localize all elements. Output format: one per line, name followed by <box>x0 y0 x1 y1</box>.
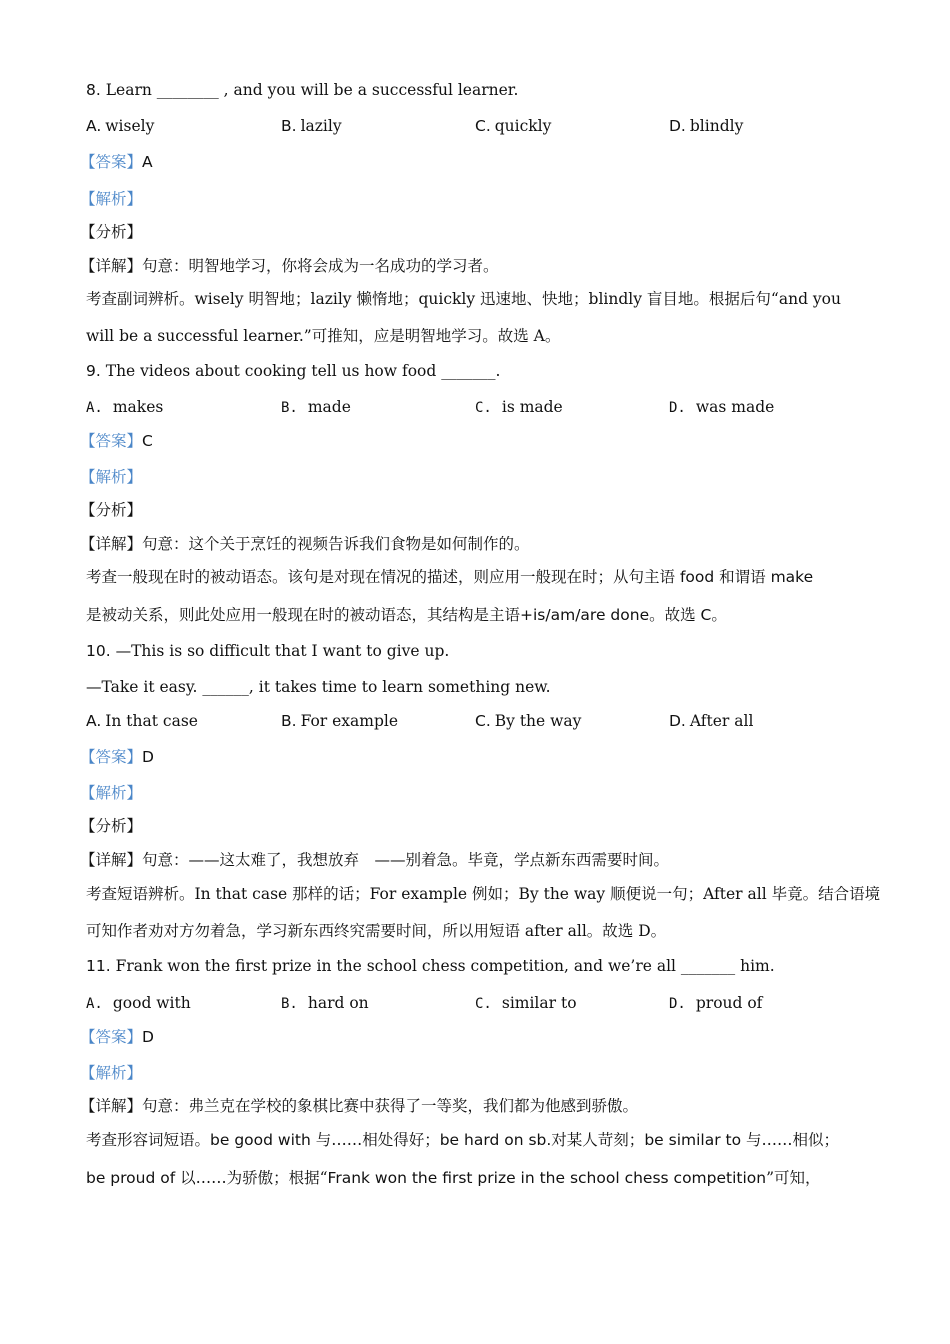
explanation-text: 。 <box>711 606 727 624</box>
option-text: blindly <box>689 117 744 135</box>
question-text: Learn ________ , and you will be a successful learner. <box>105 81 519 99</box>
option-letter: D. <box>669 712 686 730</box>
option-letter: A. <box>86 996 103 1012</box>
option-text: By the way <box>494 712 582 730</box>
option-text: is made <box>501 398 563 416</box>
fenxi-label: 【分析】 <box>80 501 143 519</box>
explanation-text: 。故选 <box>649 606 701 624</box>
option-letter: B. <box>281 400 298 416</box>
question-number: 9. <box>86 362 101 380</box>
explanation-term: food <box>679 568 715 586</box>
option-letter: A. <box>86 400 103 416</box>
option-text: quickly <box>494 117 552 135</box>
option-c <box>475 993 577 1014</box>
explanation-line-2: will be a successful learner.”可推知，应是明智地学习。故选 A。 <box>86 327 561 345</box>
explanation-line-1: 考查短语辨析。In that case 那样的话；For example 例如；By the way 顺便说一句；After all 毕竟。结合语境 <box>86 885 881 903</box>
option-a <box>86 116 154 136</box>
explanation-term: C <box>700 606 712 624</box>
option-letter: C. <box>475 400 492 416</box>
fenxi-label: 【分析】 <box>80 223 143 241</box>
option-d <box>669 711 753 731</box>
option-letter: B. <box>281 712 297 730</box>
answer-label: 【答案】 <box>80 153 143 171</box>
option-letter: C. <box>475 117 491 135</box>
answer-value: A <box>142 153 153 171</box>
option-b <box>281 397 351 418</box>
option-d <box>669 116 743 136</box>
answer-value: D <box>142 1028 154 1046</box>
answer-line <box>80 1027 154 1047</box>
explanation-line-2: 可知作者劝对方勿着急，学习新东西终究需要时间，所以用短语 after all。故选 D。 <box>86 922 667 940</box>
explanation-text: 考查形容词短语。 <box>86 1131 211 1149</box>
option-a <box>86 397 163 418</box>
option-d <box>669 397 774 418</box>
option-a <box>86 993 191 1014</box>
explanation-term: +is/am/are done <box>520 606 650 624</box>
option-text: wisely <box>105 117 155 135</box>
option-text: was made <box>695 398 775 416</box>
option-a <box>86 711 198 731</box>
question-text: Frank won the first prize in the school chess competition, and we’re all _______ him. <box>115 957 775 975</box>
answer-line <box>80 431 153 451</box>
option-text: good with <box>112 994 191 1012</box>
question-number: 8. <box>86 81 101 99</box>
option-text: For example <box>300 712 399 730</box>
explanation-text: 与……相处得好； <box>310 1131 440 1149</box>
question-8-stem <box>86 80 518 100</box>
option-letter: C. <box>475 712 491 730</box>
explanation-term: make <box>770 568 814 586</box>
question-number: 11. <box>86 957 111 975</box>
detail-line: 【详解】句意：这个关于烹饪的视频告诉我们食物是如何制作的。 <box>80 535 530 553</box>
answer-line <box>80 747 154 767</box>
explanation-quote: Frank won the first prize in the school chess competition <box>327 1169 767 1187</box>
option-c <box>475 397 563 418</box>
analysis-label: 【解析】 <box>80 1064 143 1082</box>
option-letter: B. <box>281 117 297 135</box>
question-number: 10. <box>86 642 111 660</box>
answer-label: 【答案】 <box>80 432 143 450</box>
explanation-text: 与……相似； <box>741 1131 840 1149</box>
option-letter: D. <box>669 400 686 416</box>
option-d <box>669 993 762 1014</box>
explanation-term: be hard on sb. <box>439 1131 552 1149</box>
explanation-text: 是被动关系，则此处应用一般现在时的被动语态，其结构是主语 <box>86 606 521 624</box>
question-11-stem <box>86 956 775 976</box>
option-letter: C. <box>475 996 492 1012</box>
option-text: hard on <box>307 994 369 1012</box>
detail-line: 【详解】句意：明智地学习，你将会成为一名成功的学习者。 <box>80 257 499 275</box>
option-b <box>281 116 342 136</box>
analysis-label: 【解析】 <box>80 468 143 486</box>
analysis-label: 【解析】 <box>80 784 143 802</box>
question-10-stem-line-2: —Take it easy. ______, it takes time to learn something new. <box>86 678 551 696</box>
option-text: proud of <box>695 994 763 1012</box>
option-letter: D. <box>669 996 686 1012</box>
option-b <box>281 711 398 731</box>
option-letter: D. <box>669 117 686 135</box>
explanation-term: be proud of <box>86 1169 176 1187</box>
option-c <box>475 116 551 136</box>
question-text: The videos about cooking tell us how food _______. <box>105 362 501 380</box>
option-text: After all <box>689 712 754 730</box>
answer-line <box>80 152 153 172</box>
detail-line: 【详解】句意：——这太难了，我想放弃 ——别着急。毕竟，学点新东西需要时间。 <box>80 851 670 869</box>
explanation-line-2 <box>86 1168 821 1188</box>
fenxi-label: 【分析】 <box>80 817 143 835</box>
option-b <box>281 993 369 1014</box>
option-c <box>475 711 581 731</box>
answer-label: 【答案】 <box>80 1028 143 1046</box>
option-text: makes <box>112 398 164 416</box>
answer-label: 【答案】 <box>80 748 143 766</box>
option-text: similar to <box>501 994 577 1012</box>
answer-value: D <box>142 748 154 766</box>
question-9-stem <box>86 361 500 381</box>
explanation-line-1 <box>86 1130 839 1150</box>
detail-line: 【详解】句意：弗兰克在学校的象棋比赛中获得了一等奖，我们都为他感到骄傲。 <box>80 1097 639 1115</box>
explanation-text: 考查一般现在时的被动语态。该句是对现在情况的描述，则应用一般现在时；从句主语 <box>86 568 680 586</box>
question-10-stem <box>86 641 449 661</box>
option-text: In that case <box>105 712 198 730</box>
question-text: —This is so difficult that I want to give up. <box>115 642 450 660</box>
explanation-text: ”可知， <box>766 1169 821 1187</box>
option-letter: A. <box>86 117 102 135</box>
explanation-text: 和谓语 <box>714 568 771 586</box>
explanation-term: be good with <box>210 1131 311 1149</box>
explanation-line-1: 考查副词辨析。wisely 明智地；lazily 懒惰地；quickly 迅速地、快地；blindly 盲目地。根据后句“and you <box>86 290 841 308</box>
analysis-label: 【解析】 <box>80 190 143 208</box>
answer-value: C <box>142 432 153 450</box>
option-text: lazily <box>300 117 342 135</box>
explanation-term: be similar to <box>644 1131 742 1149</box>
explanation-line-1 <box>86 567 813 587</box>
explanation-text: 以……为骄傲；根据“ <box>175 1169 328 1187</box>
explanation-text: 对某人苛刻； <box>551 1131 645 1149</box>
option-letter: B. <box>281 996 298 1012</box>
option-letter: A. <box>86 712 102 730</box>
option-text: made <box>307 398 351 416</box>
explanation-line-2 <box>86 605 727 625</box>
